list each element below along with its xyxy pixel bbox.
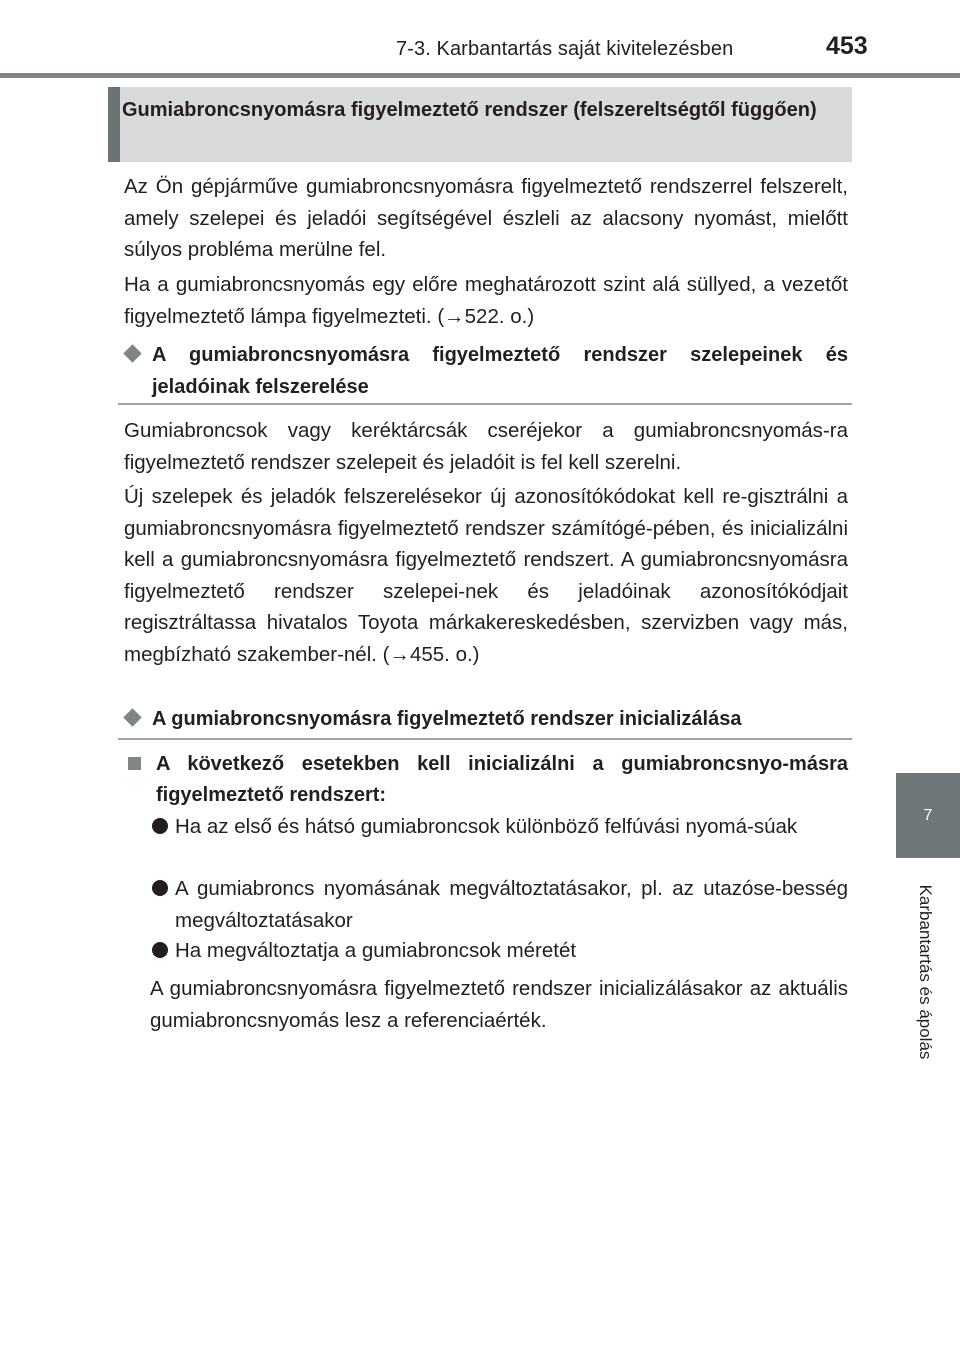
chapter-label-container — [910, 867, 940, 1077]
list-item — [150, 935, 848, 967]
circle-bullet-icon — [152, 880, 168, 896]
list-item — [150, 873, 848, 936]
square-bullet-icon — [128, 757, 141, 770]
intro-paragraph-2: Ha a gumiabroncsnyomás egy előre meghatározott szint alá süllyed, a vezetőt figyelmeztető lámpa figyelmezteti. (→522. o.) — [124, 273, 848, 328]
diamond-bullet-icon — [123, 344, 141, 362]
list-item — [150, 811, 848, 843]
initialization-conditions-heading — [124, 749, 848, 811]
diamond-bullet-icon — [123, 708, 141, 726]
installation-paragraph-1: Gumiabroncsok vagy keréktárcsák cseréjekor a gumiabroncsnyomás-ra figyelmeztető rendszer szelepeit és jeladóit is fel kell szerelni. — [124, 419, 848, 474]
section-title: Gumiabroncsnyomásra figyelmeztető rendszer (felszereltségtől függően) — [122, 99, 817, 121]
chapter-label: Karbantartás és ápolás — [916, 884, 935, 1060]
subsection-heading-installation-text: A gumiabroncsnyomásra figyelmeztető rendszer szelepeinek és jeladóinak felszerelése — [152, 344, 848, 398]
section-title-accent-bar — [108, 87, 120, 162]
installation-paragraph-2: Új szelepek és jeladók felszerelésekor új azonosítókódokat kell re-gisztrálni a gumiabroncsnyomásra figyelmeztető rendszer számítógé-pében, és inicializálni kell a gumiabroncsnyomásra figyelmeztető rendszert. A gumiabroncsnyomásra figyelmeztető rendszer szelepei-nek és jeladóinak azonosítókódjait regisztráltassa hivatalos Toyota márkakereskedésben, szervizben vagy más, megbízható szakember-nél. (→455. o.) — [124, 485, 848, 666]
section-title-box — [108, 87, 852, 162]
subsection-divider — [118, 738, 852, 740]
circle-bullet-icon — [152, 942, 168, 958]
subsection-heading-initialization-text: A gumiabroncsnyomásra figyelmeztető rendszer inicializálása — [152, 708, 742, 730]
intro-paragraph-1: Az Ön gépjárműve gumiabroncsnyomásra figyelmeztető rendszerrel felszerelt, amely szelepei és jeladói segítségével észleli az alacsony nyomást, mielőtt súlyos probléma merülne fel. — [124, 175, 848, 261]
list-item-text: Ha megváltoztatja a gumiabroncsok méretét — [175, 939, 577, 962]
subsection-heading-installation — [124, 339, 848, 403]
initialization-conditions-heading-text: A következő esetekben kell inicializálni a gumiabroncsnyo-másra figyelmeztető rendszert: — [156, 753, 848, 806]
chapter-tab — [896, 773, 960, 858]
list-item-text: A gumiabroncs nyomásának megváltoztatásakor, pl. az utazóse-besség megváltoztatásakor — [175, 877, 848, 932]
chapter-number: 7 — [923, 807, 933, 824]
subsection-divider — [118, 403, 852, 405]
header-divider — [0, 73, 960, 78]
page-number: 453 — [826, 32, 868, 60]
initialization-note: A gumiabroncsnyomásra figyelmeztető rendszer inicializálásakor az aktuális gumiabroncsnyomás lesz a referenciaérték. — [150, 977, 848, 1032]
circle-bullet-icon — [152, 818, 168, 834]
subsection-heading-initialization — [124, 703, 848, 735]
header-title: 7-3. Karbantartás saját kivitelezésben — [396, 38, 734, 60]
list-item-text: Ha az első és hátsó gumiabroncsok különböző felfúvási nyomá-súak — [175, 815, 798, 838]
